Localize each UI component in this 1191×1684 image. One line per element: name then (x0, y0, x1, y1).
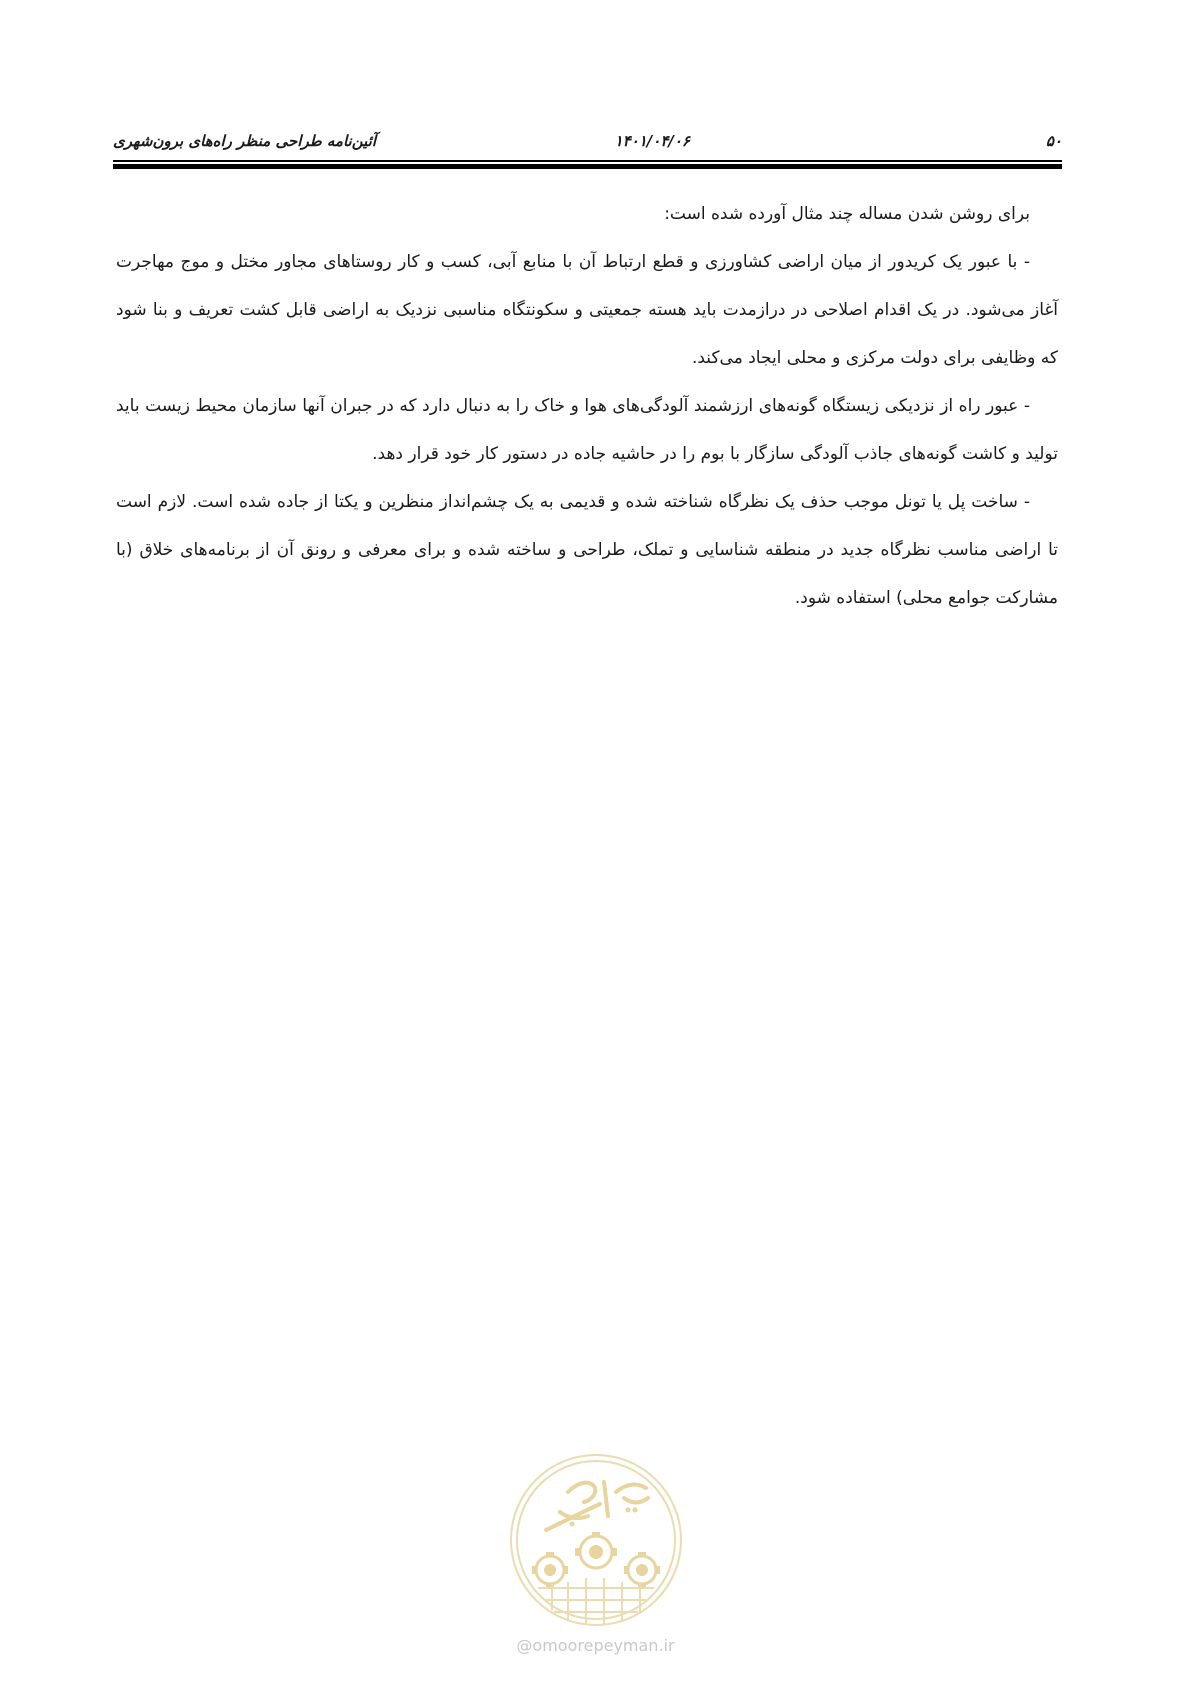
example-paragraph-habitat: - عبور راه از نزدیکی زیستگاه گونه‌های ارزشمند آلودگی‌های هوا و خاک را به دنبال دارد که در جبران آنها سازمان محیط زیست باید تولید و کاشت گونه‌های جاذب آلودگی سازگار با بوم را در حاشیه جاده در دستور کار خود قرار دهد. (116, 396, 1058, 464)
watermark-seal-icon (508, 1452, 684, 1628)
header-date: ۱۴۰۱/۰۴/۰۶ (614, 132, 690, 150)
intro-paragraph: برای روشن شدن مساله چند مثال آورده شده است: (664, 204, 1030, 224)
watermark-caption: @omoorepeyman.ir (516, 1636, 675, 1655)
running-header (113, 128, 1062, 154)
example-paragraph-viewpoint: - ساخت پل یا تونل موجب حذف یک نظرگاه شناخته شده و قدیمی به یک چشم‌انداز منظرین و یکتا از جاده شده است. لازم است تا اراضی مناسب نظرگاه جدید در منطقه شناسایی و تملک، طراحی و ساخته شده و برای معرفی و رونق آن از برنامه‌های خلاق (با مشارکت جوامع محلی) استفاده شود. (116, 492, 1058, 608)
header-rule-thick (113, 164, 1062, 169)
document-title: آئین‌نامه طراحی منظر راه‌های برون‌شهری (113, 132, 376, 150)
document-body (116, 190, 1058, 622)
example-paragraph-corridor: - با عبور یک کریدور از میان اراضی کشاورزی و قطع ارتباط آن با منابع آبی، کسب و کار روستاهای مجاور مختل و موج مهاجرت آغاز می‌شود. در یک اقدام اصلاحی در درازمدت باید هسته جمعیتی و سکونتگاه مناسبی نزدیک به اراضی قابل کشت تعریف و بنا شود که وظایفی برای دولت مرکزی و محلی ایجاد می‌کند. (116, 252, 1058, 368)
page-number: ۵۰ (1045, 132, 1062, 150)
header-rule-thin (113, 160, 1062, 162)
